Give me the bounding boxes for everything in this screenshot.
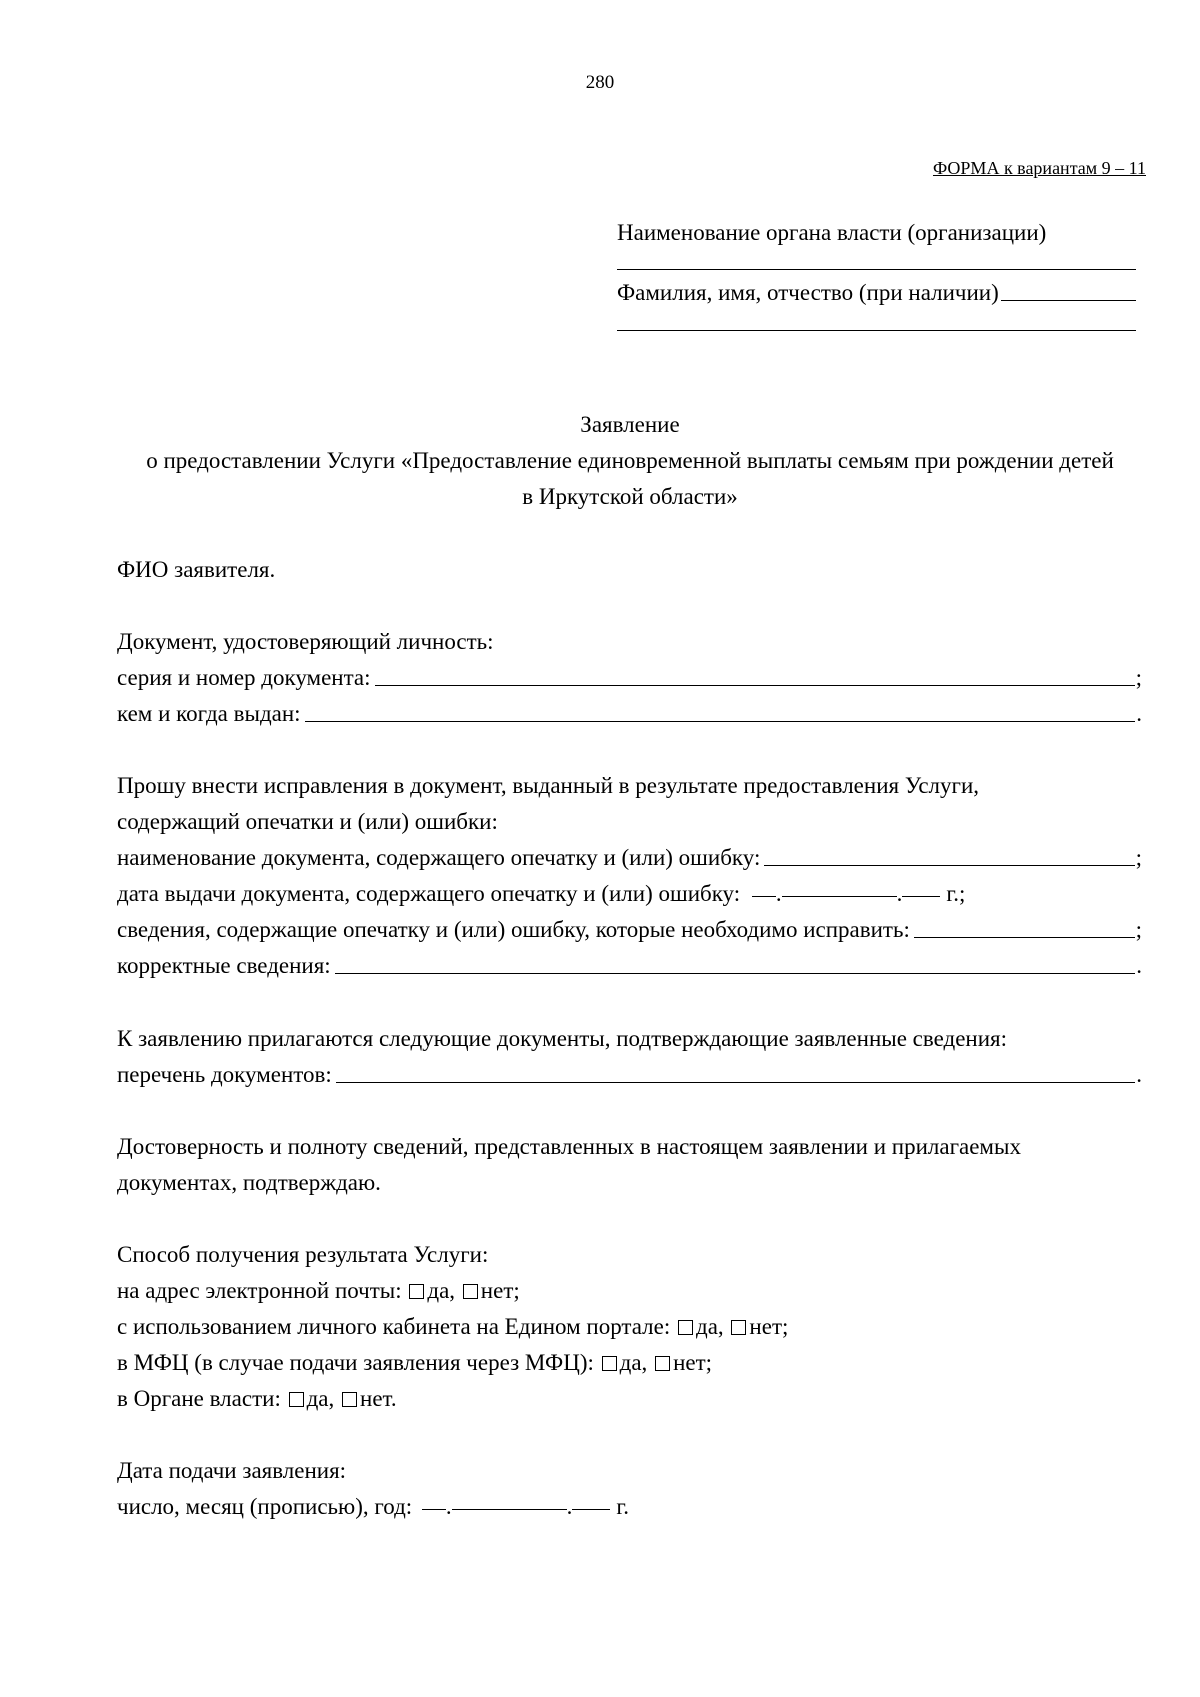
attachments-list-row (117, 1062, 1142, 1088)
recipient-fio-field[interactable] (1001, 300, 1136, 301)
confirmation-line1: Достоверность и полноту сведений, представленных в настоящем заявлении и прилагаемых (117, 1134, 1021, 1159)
attachments-list-end: . (1136, 1062, 1142, 1087)
series-number-label: серия и номер документа: (117, 665, 371, 690)
error-info-row (117, 917, 1142, 943)
issued-by-label: кем и когда выдан: (117, 701, 301, 726)
applicant-fio-label: ФИО заявителя. (117, 557, 276, 582)
checkbox-no[interactable] (463, 1284, 478, 1299)
submission-date-suffix: г. (616, 1494, 630, 1519)
submission-day-field[interactable] (422, 1509, 446, 1510)
submission-year-field[interactable] (572, 1509, 610, 1510)
error-info-label: сведения, содержащие опечатку и (или) ошибку, которые необходимо исправить: (117, 917, 910, 942)
yes-label: да, (619, 1350, 648, 1375)
submission-date-heading: Дата подачи заявления: (117, 1458, 347, 1483)
checkbox-yes[interactable] (289, 1392, 304, 1407)
document-subtitle-line2: в Иркутской области» (522, 484, 738, 509)
no-label: нет; (749, 1314, 789, 1339)
document-title: Заявление (580, 412, 680, 437)
recipient-organ-label: Наименование органа власти (организации) (617, 220, 1047, 245)
issue-date-month-field[interactable] (782, 896, 897, 897)
doc-name-field[interactable] (764, 865, 1134, 866)
yes-label: да, (306, 1386, 335, 1411)
issue-date-row: дата выдачи документа, содержащего опечатку и (или) ошибку: . . г.; (117, 881, 966, 906)
delivery-option-label: на адрес электронной почты: (117, 1278, 402, 1303)
recipient-fio-label: Фамилия, имя, отчество (при наличии) (617, 280, 999, 305)
recipient-fio-row (617, 280, 1136, 306)
attachments-list-field[interactable] (336, 1082, 1135, 1083)
form-label: ФОРМА к вариантам 9 – 11 (932, 158, 1146, 178)
doc-name-row (117, 845, 1142, 871)
correction-line1: Прошу внести исправления в документ, выданный в результате предоставления Услуги, (117, 773, 980, 798)
correct-info-end: . (1136, 953, 1142, 978)
error-info-end: ; (1135, 917, 1142, 942)
issue-date-day-field[interactable] (752, 896, 776, 897)
yes-label: да, (427, 1278, 456, 1303)
identity-doc-heading: Документ, удостоверяющий личность: (117, 629, 494, 654)
doc-name-label: наименование документа, содержащего опечатку и (или) ошибку: (117, 845, 761, 870)
issued-by-row (117, 701, 1142, 727)
document-subtitle-line1: о предоставлении Услуги «Предоставление единовременной выплаты семьям при рождении детей (146, 448, 1114, 473)
delivery-heading: Способ получения результата Услуги: (117, 1242, 489, 1267)
checkbox-yes[interactable] (602, 1356, 617, 1371)
attachments-line1: К заявлению прилагаются следующие документы, подтверждающие заявленные сведения: (117, 1026, 1008, 1051)
correct-info-field[interactable] (335, 973, 1136, 974)
delivery-option-portal (117, 1314, 788, 1340)
delivery-option-authority (117, 1386, 397, 1412)
yes-label: да, (696, 1314, 724, 1339)
checkbox-yes[interactable] (678, 1320, 693, 1335)
series-number-row (117, 665, 1142, 691)
issue-date-year-field[interactable] (902, 896, 940, 897)
attachments-list-label: перечень документов: (117, 1062, 332, 1087)
delivery-option-mfc (117, 1350, 712, 1376)
doc-name-end: ; (1135, 845, 1142, 870)
series-number-field[interactable] (375, 685, 1135, 686)
issue-date-label: дата выдачи документа, содержащего опечатку и (или) ошибку: (117, 881, 741, 906)
recipient-fio-field-2[interactable] (617, 330, 1136, 331)
series-number-end: ; (1135, 665, 1142, 690)
checkbox-no[interactable] (342, 1392, 357, 1407)
correct-info-row (117, 953, 1142, 979)
submission-date-label: число, месяц (прописью), год: (117, 1494, 413, 1519)
checkbox-yes[interactable] (409, 1284, 424, 1299)
correction-line2: содержащий опечатки и (или) ошибки: (117, 809, 498, 834)
delivery-option-label: в Органе власти: (117, 1386, 281, 1411)
no-label: нет; (673, 1350, 713, 1375)
issue-date-suffix: г.; (946, 881, 966, 906)
no-label: нет. (360, 1386, 397, 1411)
recipient-organ-field[interactable] (617, 269, 1136, 270)
checkbox-no[interactable] (731, 1320, 746, 1335)
submission-month-field[interactable] (452, 1509, 567, 1510)
checkbox-no[interactable] (655, 1356, 670, 1371)
correct-info-label: корректные сведения: (117, 953, 331, 978)
delivery-option-email (117, 1278, 520, 1304)
confirmation-line2: документах, подтверждаю. (117, 1170, 381, 1195)
delivery-option-label: с использованием личного кабинета на Едином портале: (117, 1314, 671, 1339)
no-label: нет; (480, 1278, 520, 1303)
error-info-field[interactable] (914, 937, 1135, 938)
issued-by-field[interactable] (305, 721, 1136, 722)
submission-date-row: число, месяц (прописью), год: . . г. (117, 1494, 630, 1519)
issued-by-end: . (1136, 701, 1142, 726)
delivery-option-label: в МФЦ (в случае подачи заявления через МФЦ): (117, 1350, 594, 1375)
page-number: 280 (585, 72, 615, 93)
